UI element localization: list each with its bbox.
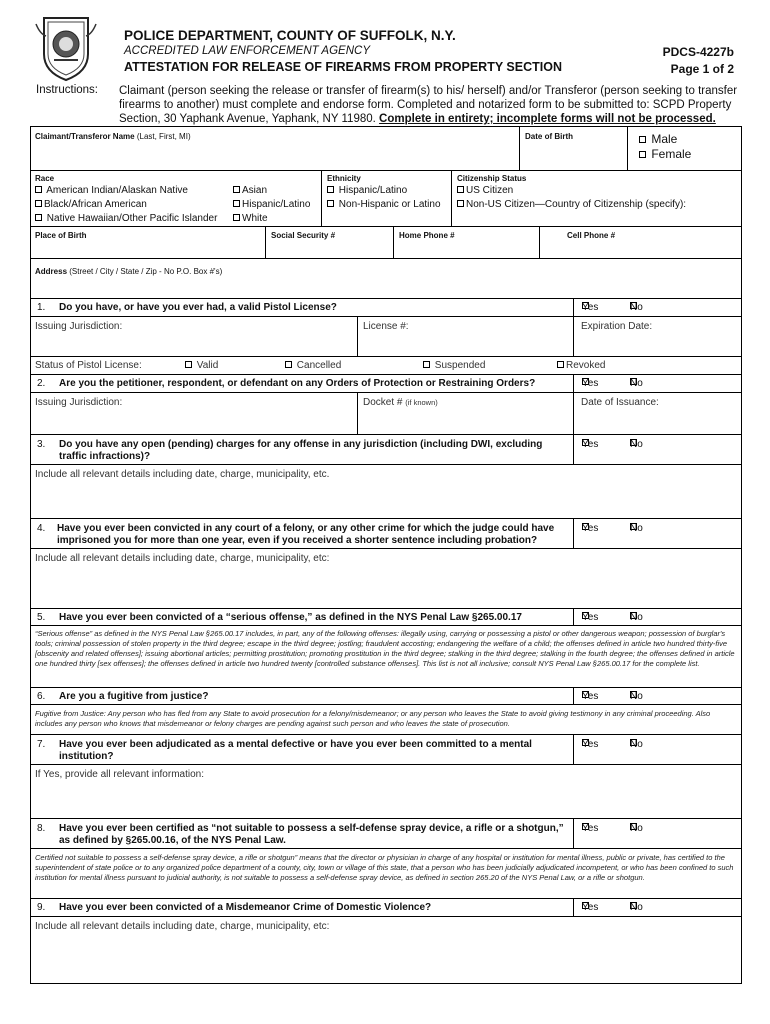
- yes-label: Yes: [582, 823, 599, 834]
- q1-jurisdiction-field[interactable]: Issuing Jurisdiction:: [35, 321, 123, 332]
- race-option-label: Hispanic/Latino: [242, 199, 311, 210]
- q8-text: Have you ever been certified as “not suitable to possess a self-defense spray device, a rifle or a shotgun,” as defined by §265.00.16, of the NYS Penal Law.: [59, 823, 564, 846]
- q8-definition-row: [31, 849, 741, 899]
- yes-label: Yes: [582, 378, 599, 389]
- home-phone-field[interactable]: Home Phone #: [399, 231, 455, 240]
- address-field[interactable]: [35, 267, 222, 276]
- address-row: [31, 259, 741, 299]
- ethnicity-option-label: Non-Hispanic or Latino: [338, 199, 441, 210]
- q7-row: [31, 735, 741, 765]
- male-label: Male: [651, 132, 678, 146]
- yes-label: Yes: [582, 739, 599, 750]
- q1-row: [31, 299, 741, 317]
- page-number: Page 1 of 2: [670, 62, 734, 76]
- q6-text: Are you a fugitive from justice?: [59, 691, 209, 702]
- ssn-field[interactable]: Social Security #: [271, 231, 336, 240]
- q1-status-row: [31, 357, 741, 375]
- police-seal-logo: [34, 14, 98, 82]
- dob-field[interactable]: Date of Birth: [525, 132, 573, 141]
- citizenship-option-label: Non-US Citizen—Country of Citizenship (specify):: [466, 199, 687, 210]
- q4-row: [31, 519, 741, 549]
- q1-license-field[interactable]: License #:: [363, 321, 409, 332]
- q9-yes-no: [573, 899, 743, 916]
- address-hint: (Street / City / State / Zip - No P.O. Box #'s): [69, 267, 223, 276]
- attestation-form: [30, 126, 742, 984]
- q5-definition: “Serious offense” as defined in the NYS Penal Law §265.00.17 includes, in part, any of the following offenses: illegally using, carrying or possessing a pistol or other dangerous weapon; possession of burglar's tools; criminal possession of stolen property in the third degree; escape in the third degree; jostling; fraudulent accosting; endangering the welfare of a child; the offenses defined in article two hundred thirty-five [obscenity and related offenses]; issuing abortional articles; permitting prostitution; promoting prostitution in the third degree; stalking in the third degree; stalking in the fourth degree; the offenses defined in article one hundred thirty [sex offenses]; the offenses defined in article two hundred twenty [controlled substance offenses]. This list is not all inclusive; consult NYS Penal Law §265.00.17 for the complete list.: [35, 629, 735, 668]
- q5-yes-no: [573, 609, 743, 625]
- q4-details-field[interactable]: Include all relevant details including date, charge, municipality, etc:: [35, 553, 330, 564]
- yes-label: Yes: [582, 902, 599, 913]
- instructions-body: Claimant (person seeking the release or transfer of firearm(s) to his/ herself) and/or Transferor (person seeking to transfer firearms to another) must complete and endorse form. Completed and notarized form to be submitted to: SCPD Property Section, 30 Yaphank Avenue, Yaphank, NY 11980.: [119, 85, 738, 125]
- q5-number: 5.: [37, 612, 46, 623]
- q9-details-row: [31, 917, 741, 983]
- citizenship-option-label: US Citizen: [466, 185, 514, 196]
- q9-row: [31, 899, 741, 917]
- q2-text: Are you the petitioner, respondent, or defendant on any Orders of Protection or Restraining Orders?: [59, 378, 536, 389]
- race-option-label: American Indian/Alaskan Native: [46, 185, 188, 196]
- no-label: No: [630, 612, 643, 623]
- yes-label: Yes: [582, 439, 599, 450]
- q2-number: 2.: [37, 378, 46, 389]
- q1-status-label: Status of Pistol License:: [35, 360, 142, 371]
- ethnicity-label: Ethnicity: [327, 174, 361, 183]
- q3-details-row: [31, 465, 741, 519]
- yes-label: Yes: [582, 612, 599, 623]
- q6-number: 6.: [37, 691, 46, 702]
- no-label: No: [630, 378, 643, 389]
- q7-text: Have you ever been adjudicated as a mental defective or have you ever been committed to a mental institution?: [59, 739, 532, 762]
- form-title: ATTESTATION FOR RELEASE OF FIREARMS FROM PROPERTY SECTION: [124, 60, 562, 74]
- department-title: POLICE DEPARTMENT, COUNTY OF SUFFOLK, N.Y.: [124, 28, 456, 43]
- status-suspended-label: Suspended: [434, 360, 486, 371]
- no-label: No: [630, 902, 643, 913]
- demographics-row: [31, 171, 741, 227]
- race-option-label: Asian: [242, 185, 268, 196]
- no-label: No: [630, 439, 643, 450]
- q4-yes-no: [573, 519, 743, 548]
- status-valid-label: Valid: [196, 360, 219, 371]
- q3-details-field[interactable]: Include all relevant details including date, charge, municipality, etc.: [35, 469, 330, 480]
- q1-yes-no: [573, 299, 743, 316]
- race-option-3[interactable]: [35, 213, 217, 224]
- status-valid[interactable]: [185, 360, 218, 371]
- q2-docket-field[interactable]: [363, 397, 438, 408]
- q8-number: 8.: [37, 823, 46, 834]
- ethnicity-option-1[interactable]: [327, 185, 407, 196]
- q3-number: 3.: [37, 439, 46, 450]
- citizenship-option-2[interactable]: [457, 199, 686, 210]
- q5-text: Have you ever been convicted of a “serious offense,” as defined in the NYS Penal Law §265.00.17: [59, 612, 522, 623]
- yes-label: Yes: [582, 302, 599, 313]
- q4-text: Have you ever been convicted in any court of a felony, or any other crime for which the judge could have imprisoned you for more than one year, even if you received a shorter sentence including probation?: [57, 523, 555, 546]
- q8-yes-no: [573, 819, 743, 848]
- male-box[interactable]: [639, 136, 646, 143]
- q4-number: 4.: [37, 523, 46, 534]
- q7-details-field[interactable]: If Yes, provide all relevant information:: [35, 769, 204, 780]
- q5-row: [31, 609, 741, 626]
- q1-text: Do you have, or have you ever had, a valid Pistol License?: [59, 302, 337, 313]
- yes-label: Yes: [582, 523, 599, 534]
- instructions-emphasis: Complete in entirety; incomplete forms will not be processed.: [379, 113, 716, 125]
- race-option-label: Black/African American: [44, 199, 147, 210]
- race-label: Race: [35, 174, 55, 183]
- q7-details-row: [31, 765, 741, 819]
- status-suspended[interactable]: [423, 360, 485, 371]
- q6-yes-no: [573, 688, 743, 704]
- citizenship-label: Citizenship Status: [457, 174, 527, 183]
- claimant-row: [31, 127, 741, 171]
- q3-row: [31, 435, 741, 465]
- race-option-1[interactable]: [35, 185, 188, 196]
- no-label: No: [630, 691, 643, 702]
- claimant-name-label: Claimant/Transferor Name: [35, 132, 135, 141]
- q3-yes-no: [573, 435, 743, 464]
- q9-details-field[interactable]: Include all relevant details including date, charge, municipality, etc:: [35, 921, 330, 932]
- q1-expiration-field[interactable]: Expiration Date:: [581, 321, 653, 332]
- ethnicity-option-label: Hispanic/Latino: [338, 185, 408, 196]
- instructions-label: Instructions:: [36, 84, 98, 96]
- status-cancelled[interactable]: [285, 360, 341, 371]
- q1-license-row: [31, 317, 741, 357]
- agency-subtitle: ACCREDITED LAW ENFORCEMENT AGENCY: [124, 45, 370, 57]
- claimant-name-field[interactable]: [35, 132, 191, 141]
- q1-number: 1.: [37, 302, 46, 313]
- claimant-name-hint: (Last, First, MI): [136, 132, 191, 141]
- ethnicity-option-2[interactable]: [327, 199, 441, 210]
- race-option-label: Native Hawaiian/Other Pacific Islander: [46, 213, 218, 224]
- q2-row: [31, 375, 741, 393]
- cell-phone-field[interactable]: Cell Phone #: [567, 231, 616, 240]
- docket-hint: (if known): [405, 398, 438, 407]
- q9-text: Have you ever been convicted of a Misdemeanor Crime of Domestic Violence?: [59, 902, 432, 913]
- race-option-6[interactable]: [233, 213, 268, 224]
- male-checkbox[interactable]: [639, 132, 677, 146]
- q6-row: [31, 688, 741, 705]
- form-number: PDCS-4227b: [662, 45, 734, 59]
- female-checkbox[interactable]: [639, 147, 691, 161]
- q2-details-row: [31, 393, 741, 435]
- address-label: Address: [35, 267, 68, 276]
- q7-yes-no: [573, 735, 743, 764]
- q2-jurisdiction-field[interactable]: Issuing Jurisdiction:: [35, 397, 123, 408]
- docket-label: Docket #: [363, 397, 403, 408]
- status-revoked[interactable]: [557, 360, 605, 371]
- q3-text: Do you have any open (pending) charges for any offense in any jurisdiction (including DWI, excluding traffic infractions)?: [59, 439, 543, 462]
- q2-issuance-field[interactable]: Date of Issuance:: [581, 397, 659, 408]
- q6-definition: Fugitive from Justice: Any person who has fled from any State to avoid prosecution for a felony/misdemeanor; or any person who leaves the State to avoid giving testimony in any criminal proceeding. Also includes any person who knows that misdemeanor or felony charges are pending against such person and who leaves the state of prosecution.: [35, 709, 711, 728]
- no-label: No: [630, 302, 643, 313]
- citizenship-option-1[interactable]: [457, 185, 513, 196]
- instructions-text: [119, 84, 741, 126]
- race-option-label: White: [242, 213, 268, 224]
- q5-definition-row: [31, 626, 741, 688]
- q9-number: 9.: [37, 902, 46, 913]
- no-label: No: [630, 739, 643, 750]
- birthplace-field[interactable]: Place of Birth: [35, 231, 87, 240]
- contact-row: [31, 227, 741, 259]
- yes-label: Yes: [582, 691, 599, 702]
- race-option-2[interactable]: [35, 199, 147, 210]
- q7-number: 7.: [37, 739, 46, 750]
- female-box[interactable]: [639, 151, 646, 158]
- status-cancelled-label: Cancelled: [296, 360, 342, 371]
- q6-definition-row: [31, 705, 741, 735]
- q2-yes-no: [573, 375, 743, 392]
- no-label: No: [630, 823, 643, 834]
- q8-definition: Certified not suitable to possess a self-defense spray device, a rifle or shotgun” means that the director or physician in charge of any hospital or institution for mental illness, public or private, has certified to the superintendent of state police or to any organized police department of a county, city, town or village of this state, that a person who has been judicially adjudicated incompetent, or who has been confined to such institution for mental illness pursuant to judicial authority, is not suitable to possess a self-defense spray device, as defined in section 265.20 of the NYS Penal Law, or a rifle or shotgun.: [35, 853, 734, 882]
- race-option-4[interactable]: [233, 185, 267, 196]
- female-label: Female: [651, 147, 692, 161]
- race-option-5[interactable]: [233, 199, 310, 210]
- q8-row: [31, 819, 741, 849]
- no-label: No: [630, 523, 643, 534]
- q4-details-row: [31, 549, 741, 609]
- status-revoked-label: Revoked: [566, 360, 606, 371]
